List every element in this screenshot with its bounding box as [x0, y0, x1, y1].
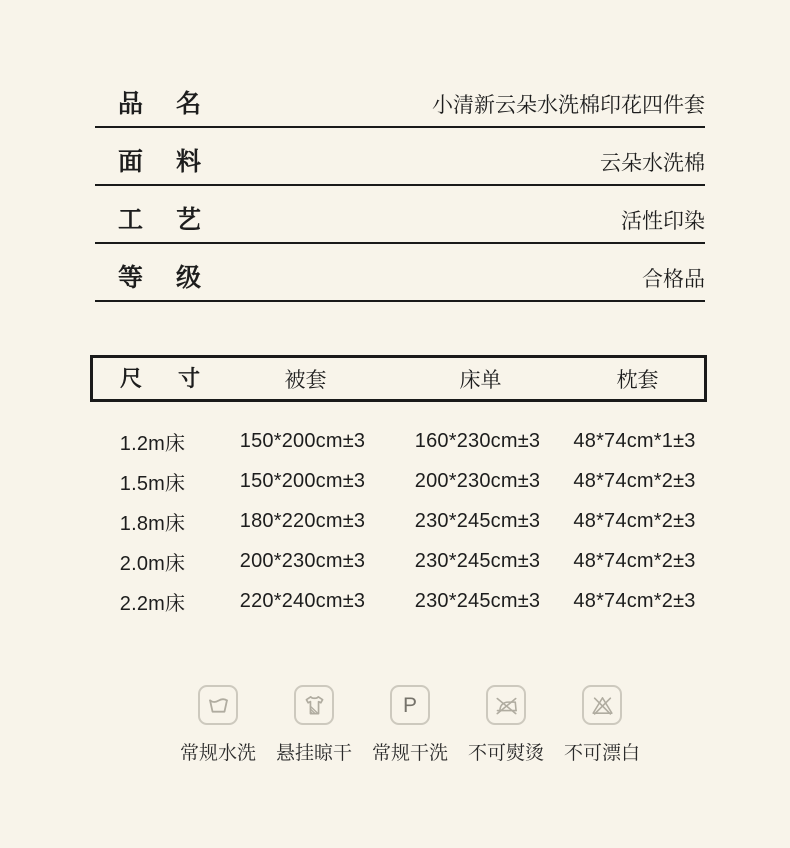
product-spec-section — [95, 70, 705, 302]
size-header-sheet: 床单 — [459, 368, 502, 392]
spec-value: 云朵水洗棉 — [600, 151, 705, 175]
spec-label-char: 工 — [118, 206, 144, 234]
size-header-char: 尺 — [120, 365, 143, 391]
cell-sheet: 230*245cm±3 — [414, 549, 541, 572]
cell-sheet: 230*245cm±3 — [414, 589, 541, 612]
cell-sheet: 230*245cm±3 — [414, 509, 541, 532]
spec-row-grade — [95, 244, 705, 302]
care-label: 常规水洗 — [179, 743, 256, 764]
cell-duvet: 220*240cm±3 — [239, 589, 366, 612]
table-row — [90, 581, 707, 621]
cell-pillow: 48*74cm*2±3 — [573, 549, 696, 572]
cell-pillow: 48*74cm*2±3 — [573, 509, 696, 532]
spec-row-craft — [95, 186, 705, 244]
cell-sheet: 200*230cm±3 — [414, 469, 541, 492]
spec-row-fabric — [95, 128, 705, 186]
table-row — [90, 461, 707, 501]
care-item-wash — [170, 685, 266, 765]
spec-label — [118, 266, 201, 291]
cell-duvet: 150*200cm±3 — [239, 469, 366, 492]
spec-label-char: 品 — [118, 90, 144, 118]
cell-duvet: 200*230cm±3 — [239, 549, 366, 572]
table-row — [90, 541, 707, 581]
spec-value: 活性印染 — [621, 209, 705, 233]
care-item-no-bleach — [554, 685, 650, 765]
spec-label — [118, 208, 201, 233]
spec-label-char: 料 — [175, 148, 201, 176]
hang-dry-shirt-icon — [294, 685, 334, 725]
cell-bed-size: 2.2m床 — [119, 592, 186, 615]
cell-pillow: 48*74cm*1±3 — [573, 429, 696, 452]
spec-label — [118, 150, 201, 175]
table-row — [90, 501, 707, 541]
dry-clean-letter: P — [402, 693, 417, 717]
no-iron-icon — [486, 685, 526, 725]
dry-clean-p-icon — [390, 685, 430, 725]
cell-bed-size: 1.5m床 — [119, 472, 186, 495]
cell-duvet: 180*220cm±3 — [239, 509, 366, 532]
spec-label-char: 等 — [118, 264, 144, 292]
spec-value: 小清新云朵水洗棉印花四件套 — [432, 93, 705, 117]
spec-label-char: 艺 — [175, 206, 201, 234]
spec-row-product-name — [95, 70, 705, 128]
spec-label — [118, 92, 201, 117]
spec-label-char: 面 — [118, 148, 144, 176]
care-item-hang-dry — [266, 685, 362, 765]
size-header-duvet: 被套 — [284, 368, 327, 392]
care-label: 常规干洗 — [371, 743, 448, 764]
care-label: 不可熨烫 — [467, 743, 544, 764]
size-header-pillow: 枕套 — [616, 368, 659, 392]
size-table-body — [90, 421, 707, 621]
spec-value: 合格品 — [642, 267, 705, 291]
spec-label-char: 名 — [175, 90, 201, 118]
care-label: 不可漂白 — [563, 743, 640, 764]
care-item-no-iron — [458, 685, 554, 765]
cell-bed-size: 2.0m床 — [119, 552, 186, 575]
cell-pillow: 48*74cm*2±3 — [573, 469, 696, 492]
no-bleach-icon — [582, 685, 622, 725]
cell-duvet: 150*200cm±3 — [239, 429, 366, 452]
size-header-size — [120, 365, 200, 391]
care-instructions — [0, 685, 790, 765]
care-item-dry-clean — [362, 685, 458, 765]
care-label: 悬挂晾干 — [275, 743, 352, 764]
cell-bed-size: 1.8m床 — [119, 512, 186, 535]
size-header-char: 寸 — [177, 365, 200, 391]
cell-pillow: 48*74cm*2±3 — [573, 589, 696, 612]
cell-sheet: 160*230cm±3 — [414, 429, 541, 452]
cell-bed-size: 1.2m床 — [119, 432, 186, 455]
wash-basin-icon — [198, 685, 238, 725]
size-table-header — [90, 355, 707, 402]
size-table — [90, 355, 707, 621]
table-row — [90, 421, 707, 461]
spec-label-char: 级 — [175, 264, 201, 292]
